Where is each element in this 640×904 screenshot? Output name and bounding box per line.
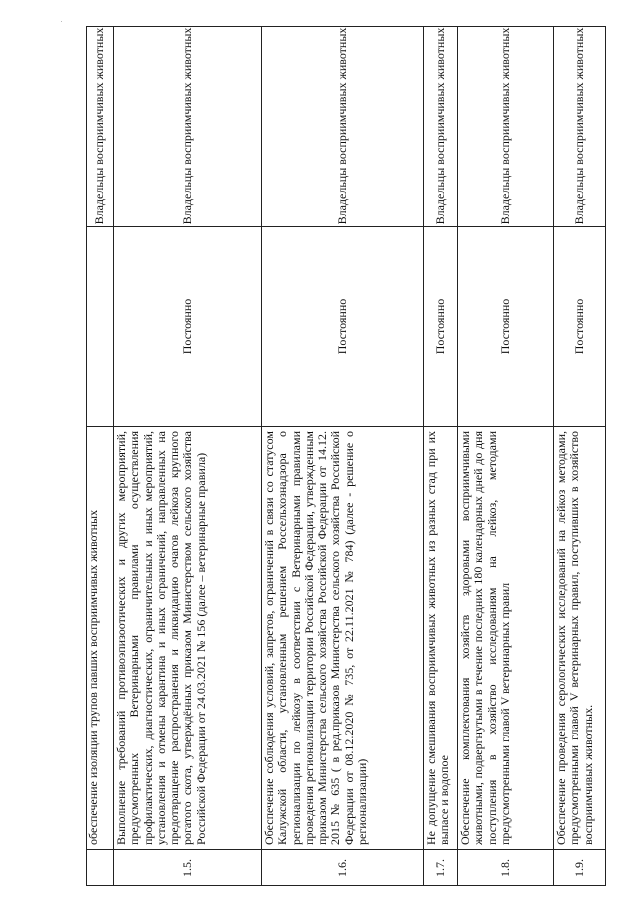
table-row (86, 26, 114, 886)
table-row (262, 26, 424, 886)
table-row (458, 26, 554, 886)
row-responsible: Владельцы восприимчивых животных (432, 27, 447, 225)
row-number: 1.7. (424, 849, 457, 886)
row-term: Постоянно (424, 226, 457, 426)
row-term: Постоянно (458, 226, 553, 426)
row-description: Обеспечение проведения серологических исследований на лейкоз методами, предусмотренными главой V ветеринарных правил, поступивших в хозяйство восприимчивых животных. (554, 426, 606, 849)
row-number: 1.5. (114, 849, 261, 886)
table-row (424, 26, 458, 886)
row-description: Выполнение требований противоэпизоотических и других мероприятий, предусмотренных Ветеринарными правилами осуществления профилактических, диагностических, ограничительных и иных мероприятий, установления и отмены карантина и иных ограничений, направленных на предотвращение распространения и ликвидацию очагов лейкоза крупного рогатого скота, утверждённых приказом Министерством сельского хозяйства Российской Федерации от 24.03.2021 № 156 (далее – ветеринарные правила) (114, 426, 261, 849)
row-responsible: Владельцы восприимчивых животных (91, 27, 106, 225)
table-row (114, 26, 262, 886)
row-responsible: Владельцы восприимчивых животных (572, 27, 587, 225)
row-description: Обеспечение комплектования хозяйств здоровыми восприимчивыми животными, подвергнутыми в течение последних 180 календарных дней до дня поступления в хозяйство исследованиям на лейкоз, методами предусмотренными главой V ветеринарных правил (458, 426, 553, 849)
row-term (86, 226, 113, 426)
row-responsible: Владельцы восприимчивых животных (334, 27, 349, 225)
row-term: Постоянно (554, 226, 606, 426)
row-description: Не допущение смешивания восприимчивых животных из разных стад при их выпасе и водопое (424, 426, 457, 849)
row-responsible: Владельцы восприимчивых животных (179, 27, 194, 225)
row-number: 1.6. (262, 849, 423, 886)
row-description: обеспечение изоляции трупов павших восприимчивых животных (86, 426, 113, 849)
row-number (86, 849, 113, 886)
row-number: 1.9. (554, 849, 606, 886)
row-term: Постоянно (114, 226, 261, 426)
scan-mark (61, 21, 62, 22)
row-number: 1.8. (458, 849, 553, 886)
table-row (554, 26, 606, 886)
row-responsible: Владельцы восприимчивых животных (497, 27, 512, 225)
row-term: Постоянно (262, 226, 423, 426)
rotated-table (86, 26, 606, 886)
row-description: Обеспечение соблюдения условий, запретов, ограничений в связи со статусом Калужской области, установленным решением Россельхознадзора о регионализации по лейкозу в соответствии с Ветеринарными правилами проведения регионализации территории Российской Федерации, утвержденным приказом Министерства сельского хозяйства Российской Федерации от 14.12. 2015 № 635 ( в ред.приказов Министерства сельского хозяйства Российской Федерации от 08.12.2020 № 735, от 22.11.2021 № 784) (далее - решение о регионализации) (262, 426, 423, 849)
